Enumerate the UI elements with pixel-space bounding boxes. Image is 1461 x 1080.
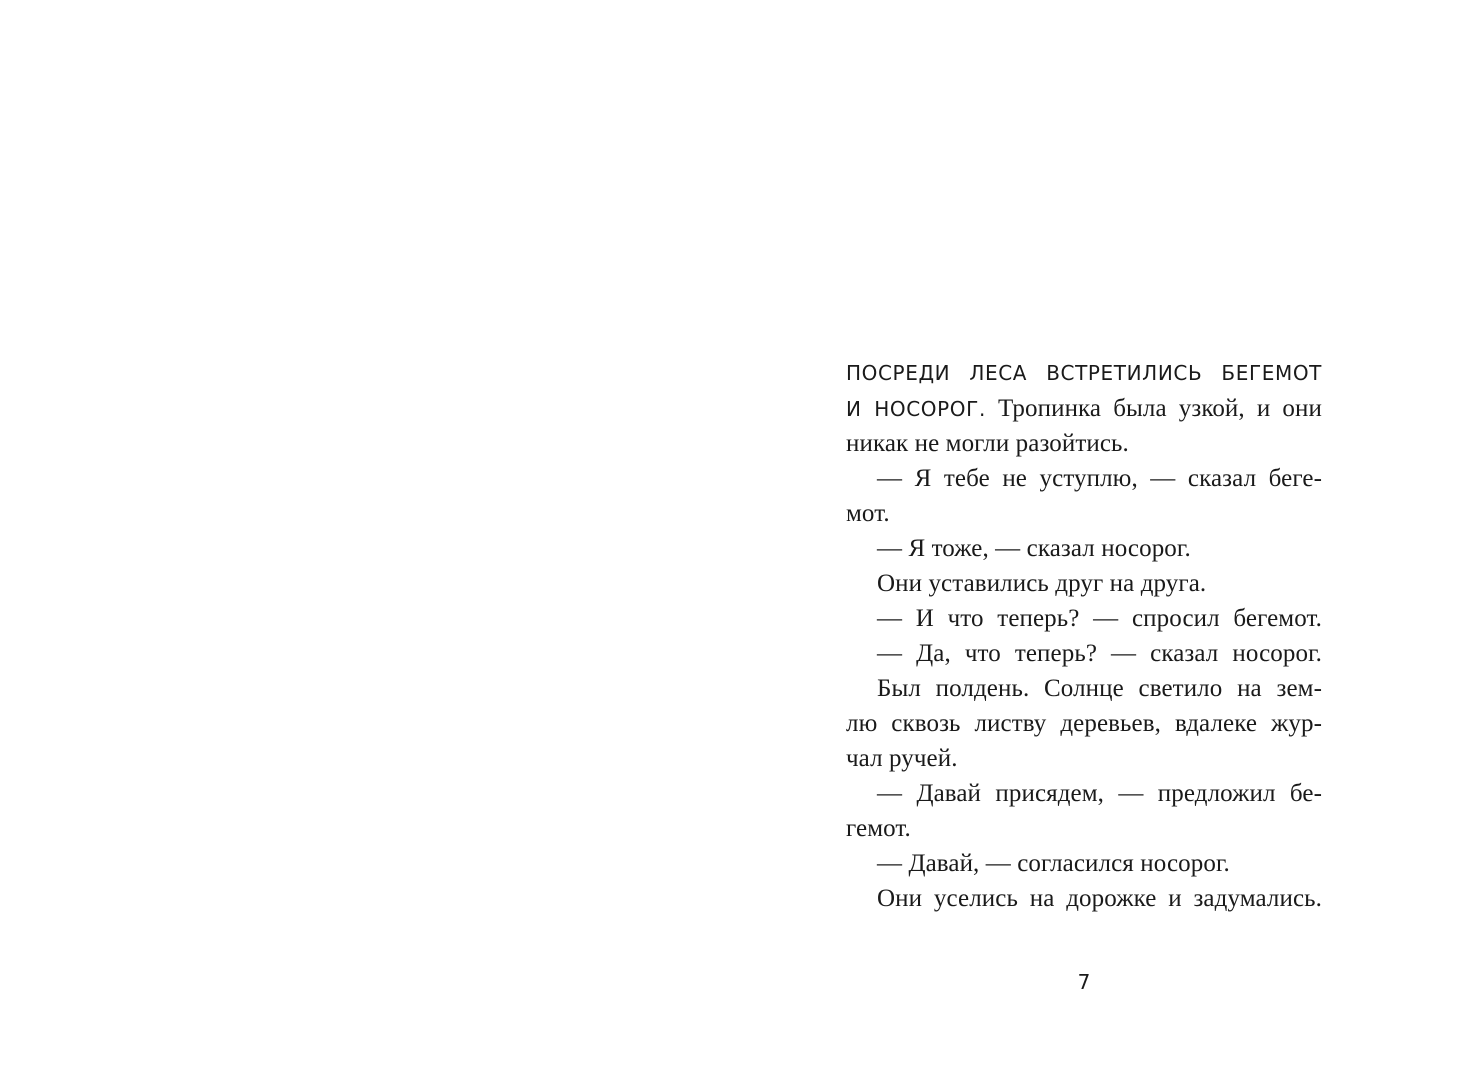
left-page	[0, 0, 730, 1080]
text-line-2-rest: Тропинка была узкой, и они	[985, 395, 1322, 422]
page-number: 7	[1077, 970, 1091, 994]
text-line-15: — Давай, — согласился носорог.	[877, 850, 1230, 877]
text-line-4: — Я тебе не уступлю, — сказал беге-	[877, 465, 1322, 492]
text-line-10: Был полдень. Солнце светило на зем-	[877, 675, 1322, 702]
right-page	[730, 0, 1461, 1080]
text-line-1: ПОСРЕДИ ЛЕСА ВСТРЕТИЛИСЬ БЕГЕМОТ	[846, 361, 1322, 385]
text-line-12: чал ручей.	[846, 745, 958, 772]
text-line-9: — Да, что теперь? — сказал носорог.	[877, 640, 1322, 667]
text-line-3: никак не могли разойтись.	[846, 430, 1129, 457]
text-line-7: Они уставились друг на друга.	[877, 570, 1207, 597]
text-line-11: лю сквозь листву деревьев, вдалеке жур-	[846, 710, 1322, 737]
text-line-2-caps: И НОСОРОГ.	[846, 397, 986, 421]
text-line-8: — И что теперь? — спросил бегемот.	[877, 605, 1322, 632]
text-line-5: мот.	[846, 500, 890, 527]
text-line-14: гемот.	[846, 815, 911, 842]
text-line-13: — Давай присядем, — предложил бе-	[877, 780, 1322, 807]
story-text	[846, 356, 1322, 916]
text-line-2	[846, 391, 1322, 426]
text-line-6: — Я тоже, — сказал носорог.	[877, 535, 1191, 562]
text-line-16: Они уселись на дорожке и задумались.	[877, 885, 1322, 912]
